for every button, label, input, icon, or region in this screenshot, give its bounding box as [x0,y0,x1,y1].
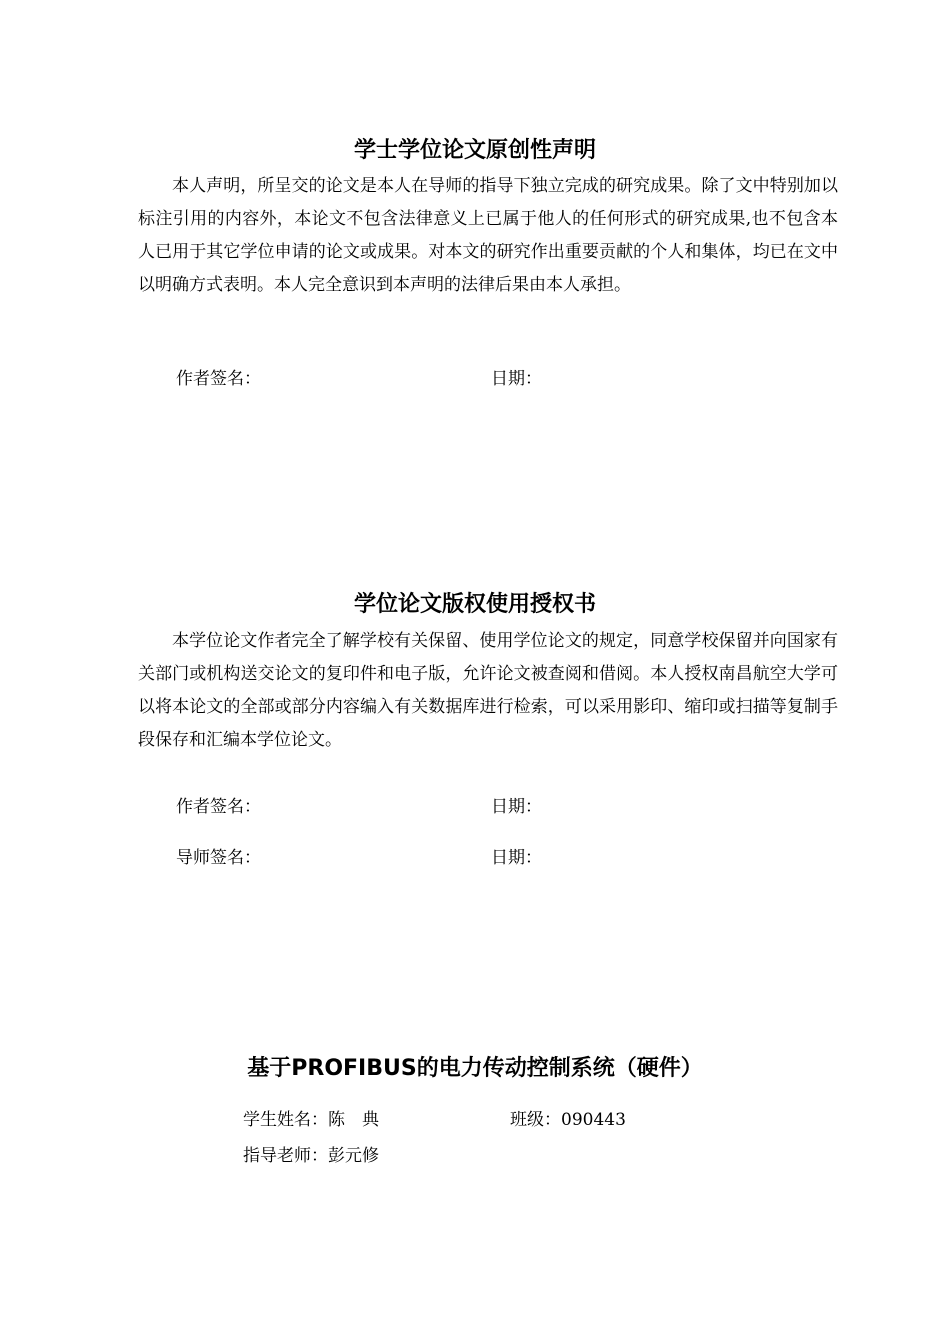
authorization-body: 本学位论文作者完全了解学校有关保留、使用学位论文的规定，同意学校保留并向国家有关部门或机构送交论文的复印件和电子版，允许论文被查阅和借阅。本人授权南昌航空大学可以将本论文的全部或部分内容编入有关数据库进行检索，可以采用影印、缩印或扫描等复制手段保存和汇编本学位论文。 [138,631,838,750]
thesis-title: 基于PROFIBUS的电力传动控制系统（硬件） [247,1056,703,1081]
declaration-body: 本人声明，所呈交的论文是本人在导师的指导下独立完成的研究成果。除了文中特别加以标注引用的内容外，本论文不包含法律意义上已属于他人的任何形式的研究成果,也不包含本人已用于其它学位申请的论文或成果。对本文的研究作出重要贡献的个人和集体，均已在文中以明确方式表明。本人完全意识到本声明的法律后果由本人承担。 [138,176,838,295]
class-line: 班级：090443 [510,1110,626,1130]
authorization-author-date-label: 日期： [491,797,542,817]
authorization-author-signature-label: 作者签名： [176,797,261,817]
student-name-line: 学生姓名：陈 典 [243,1110,379,1130]
declaration-author-signature-label: 作者签名： [176,369,261,389]
declaration-date-label: 日期： [491,369,542,389]
authorization-advisor-date-label: 日期： [491,848,542,868]
advisor-line: 指导老师：彭元修 [243,1146,379,1166]
authorization-advisor-signature-label: 导师签名： [176,848,261,868]
declaration-title: 学士学位论文原创性声明 [353,138,596,163]
authorization-title: 学位论文版权使用授权书 [353,592,596,617]
